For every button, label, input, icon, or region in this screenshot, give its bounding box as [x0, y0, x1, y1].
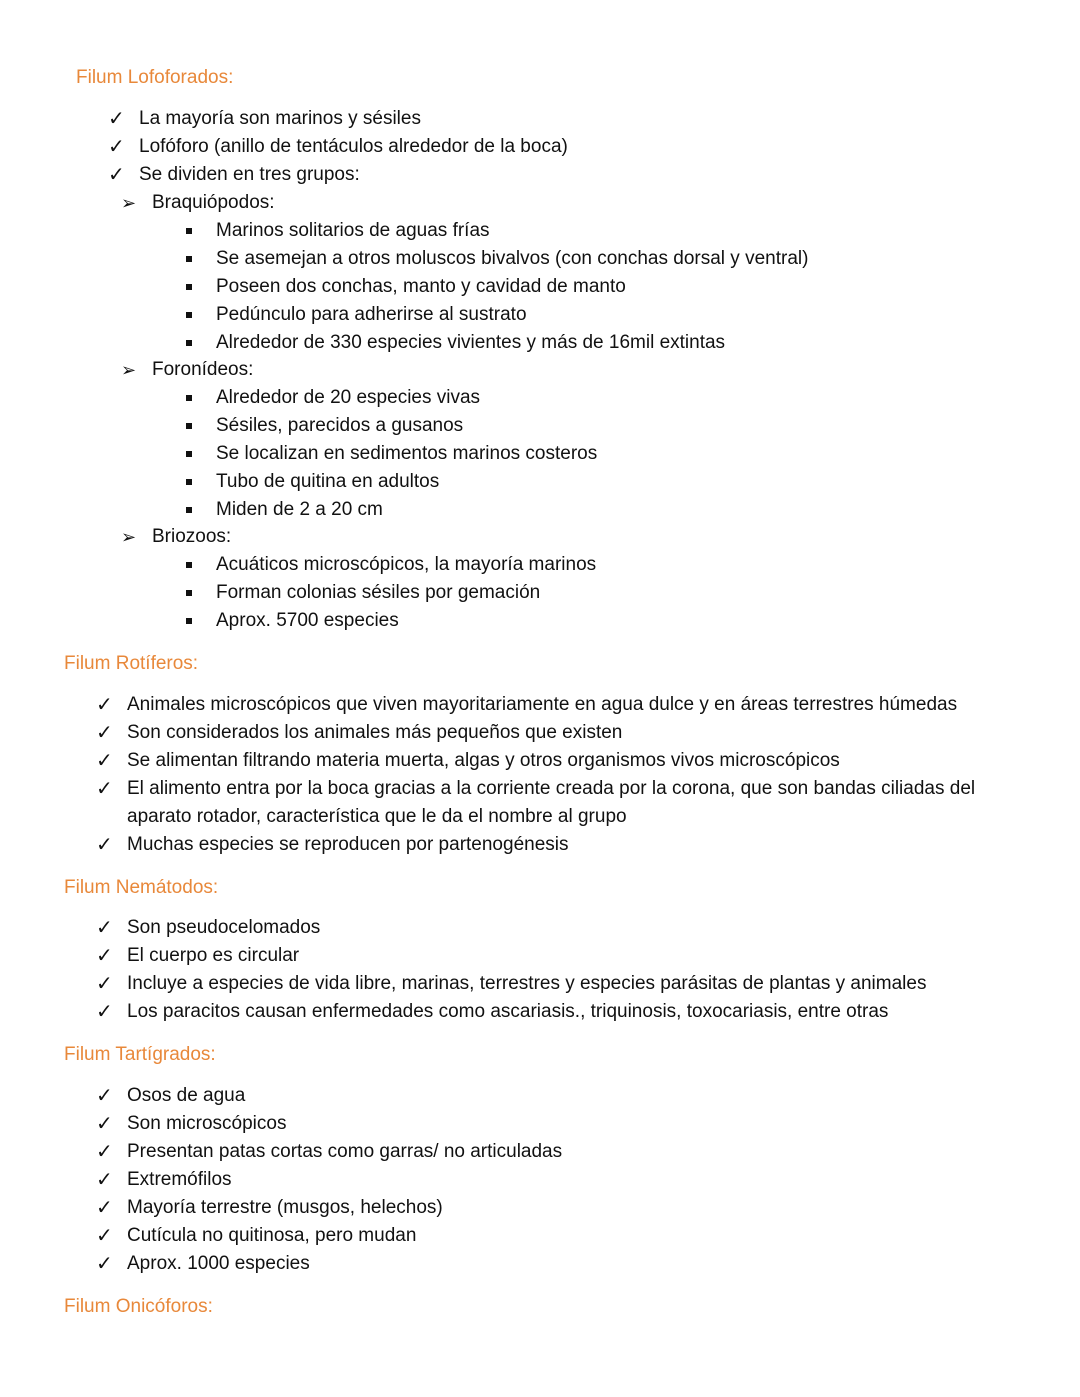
list-item: Se dividen en tres grupos: [139, 164, 360, 185]
check-mark-icon: ✓ [96, 1169, 113, 1191]
check-mark-icon: ✓ [108, 164, 125, 186]
check-mark-icon: ✓ [96, 778, 113, 800]
list-item: Acuáticos microscópicos, la mayoría marinos [216, 554, 597, 575]
list-item: La mayoría son marinos y sésiles [139, 108, 421, 129]
list-item: Incluye a especies de vida libre, marinas, terrestres y especies parásitas de plantas y animales [127, 973, 927, 994]
section-heading-rotiferos: Filum Rotíferos: [64, 653, 199, 674]
check-mark-icon: ✓ [108, 108, 125, 130]
check-mark-icon: ✓ [96, 1113, 113, 1135]
square-bullet-icon [186, 312, 192, 318]
square-bullet-icon [186, 451, 192, 457]
arrow-bullet-icon: ➢ [121, 527, 137, 547]
square-bullet-icon [186, 590, 192, 596]
list-item: Alrededor de 330 especies vivientes y más de 16mil extintas [216, 332, 726, 353]
check-mark-icon: ✓ [96, 722, 113, 744]
list-item: Cutícula no quitinosa, pero mudan [127, 1225, 417, 1246]
list-item: Extremófilos [127, 1169, 232, 1190]
group-title-briozoos: Briozoos: [152, 526, 232, 547]
check-mark-icon: ✓ [96, 1253, 113, 1275]
list-item: Osos de agua [127, 1085, 246, 1106]
check-mark-icon: ✓ [108, 136, 125, 158]
arrow-bullet-icon: ➢ [121, 193, 137, 213]
section-heading-tartigrados: Filum Tartígrados: [64, 1044, 216, 1065]
check-mark-icon: ✓ [96, 917, 113, 939]
list-item: Forman colonias sésiles por gemación [216, 582, 541, 603]
check-mark-icon: ✓ [96, 694, 113, 716]
list-item: Son pseudocelomados [127, 917, 321, 938]
list-item: Muchas especies se reproducen por partenogénesis [127, 834, 569, 855]
square-bullet-icon [186, 284, 192, 290]
list-item: Los paracitos causan enfermedades como ascariasis., triquinosis, toxocariasis, entre otras [127, 1001, 889, 1022]
list-item: Mayoría terrestre (musgos, helechos) [127, 1197, 443, 1218]
square-bullet-icon [186, 618, 192, 624]
list-item: Miden de 2 a 20 cm [216, 499, 383, 520]
list-item-continuation: aparato rotador, característica que le da el nombre al grupo [127, 806, 627, 827]
group-title-braquiopodos: Braquiópodos: [152, 192, 275, 213]
list-item: Se alimentan filtrando materia muerta, algas y otros organismos vivos microscópicos [127, 750, 840, 771]
list-item: Aprox. 1000 especies [127, 1253, 310, 1274]
square-bullet-icon [186, 479, 192, 485]
list-item: Marinos solitarios de aguas frías [216, 220, 490, 241]
list-item: El cuerpo es circular [127, 945, 300, 966]
list-item: El alimento entra por la boca gracias a la corriente creada por la corona, que son bandas ciliadas del [127, 778, 976, 799]
list-item: Pedúnculo para adherirse al sustrato [216, 304, 527, 325]
list-item: Tubo de quitina en adultos [216, 471, 440, 492]
list-item: Poseen dos conchas, manto y cavidad de manto [216, 276, 626, 297]
square-bullet-icon [186, 562, 192, 568]
list-item: Alrededor de 20 especies vivas [216, 387, 481, 408]
check-mark-icon: ✓ [96, 834, 113, 856]
list-item: Se localizan en sedimentos marinos costeros [216, 443, 598, 464]
check-mark-icon: ✓ [96, 750, 113, 772]
check-mark-icon: ✓ [96, 1225, 113, 1247]
list-item: Se asemejan a otros moluscos bivalvos (con conchas dorsal y ventral) [216, 248, 809, 269]
check-mark-icon: ✓ [96, 1141, 113, 1163]
list-item: Aprox. 5700 especies [216, 610, 399, 631]
check-mark-icon: ✓ [96, 1197, 113, 1219]
list-item: Presentan patas cortas como garras/ no articuladas [127, 1141, 563, 1162]
section-heading-onicoforos: Filum Onicóforos: [64, 1296, 213, 1317]
section-heading-lofoforados: Filum Lofoforados: [76, 67, 234, 88]
square-bullet-icon [186, 340, 192, 346]
check-mark-icon: ✓ [96, 973, 113, 995]
square-bullet-icon [186, 256, 192, 262]
list-item: Lofóforo (anillo de tentáculos alrededor de la boca) [139, 136, 568, 157]
square-bullet-icon [186, 228, 192, 234]
section-heading-nematodos: Filum Nemátodos: [64, 877, 219, 898]
check-mark-icon: ✓ [96, 945, 113, 967]
list-item: Animales microscópicos que viven mayoritariamente en agua dulce y en áreas terrestres húmedas [127, 694, 958, 715]
square-bullet-icon [186, 395, 192, 401]
check-mark-icon: ✓ [96, 1085, 113, 1107]
list-item: Son considerados los animales más pequeños que existen [127, 722, 623, 743]
check-mark-icon: ✓ [96, 1001, 113, 1023]
list-item: Son microscópicos [127, 1113, 287, 1134]
arrow-bullet-icon: ➢ [121, 360, 137, 380]
square-bullet-icon [186, 423, 192, 429]
group-title-foronideos: Foronídeos: [152, 359, 254, 380]
list-item: Sésiles, parecidos a gusanos [216, 415, 464, 436]
square-bullet-icon [186, 507, 192, 513]
